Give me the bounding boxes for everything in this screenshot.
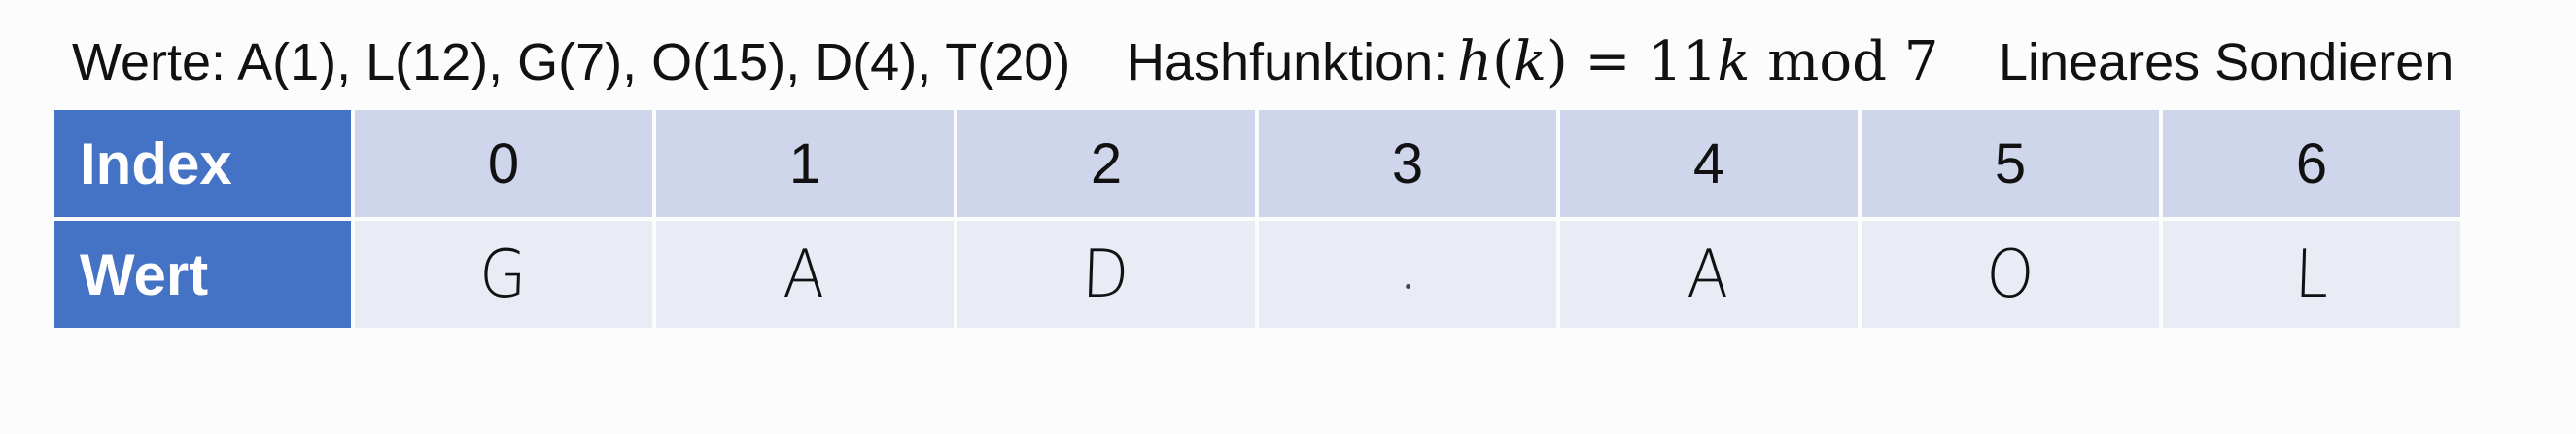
pen-dot-mark [1406,284,1410,289]
index-cell-3: 3 [1259,110,1556,217]
value-text-2: D [1081,235,1131,313]
index-cell-4: 4 [1560,110,1858,217]
value-cell-6 [2163,221,2460,328]
index-cell-5: 5 [1862,110,2159,217]
formula-mod: mod [1767,30,1887,93]
probe-method: Lineares Sondieren [1999,33,2454,91]
index-cell-0: 0 [355,110,652,217]
values-list: Werte: A(1), L(12), G(7), O(15), D(4), T(20) [72,33,1071,91]
value-cell-2 [957,221,1255,328]
value-text-1: A [782,235,828,313]
hash-function-label: Hashfunktion: [1127,33,1448,91]
value-cell-3 [1259,221,1556,328]
value-text-6: L [2292,235,2331,313]
value-cell-4 [1560,221,1858,328]
value-cell-5 [1862,221,2159,328]
formula-modulus: 7 [1903,30,1939,93]
formula-var: k [1513,30,1547,93]
formula-equals: = [1584,30,1631,93]
value-text-4: A [1686,235,1732,313]
value-row-header: Wert [54,221,351,328]
index-row [54,110,2460,217]
value-text-0: G [478,235,529,313]
value-row [54,221,2460,328]
index-cell-6: 6 [2163,110,2460,217]
hash-function-formula: h(k) = 11k mod 7 [1457,30,1939,93]
value-text-5: O [1984,235,2036,313]
hash-table [51,106,2464,332]
formula-var-2: k [1717,30,1751,93]
value-cell-1 [656,221,954,328]
index-row-header: Index [54,110,351,217]
index-cell-1: 1 [656,110,954,217]
formula-coefficient: 11 [1648,30,1718,93]
header-line [72,21,2576,103]
index-cell-2: 2 [957,110,1255,217]
value-cell-0 [355,221,652,328]
formula-func: h [1457,30,1493,93]
